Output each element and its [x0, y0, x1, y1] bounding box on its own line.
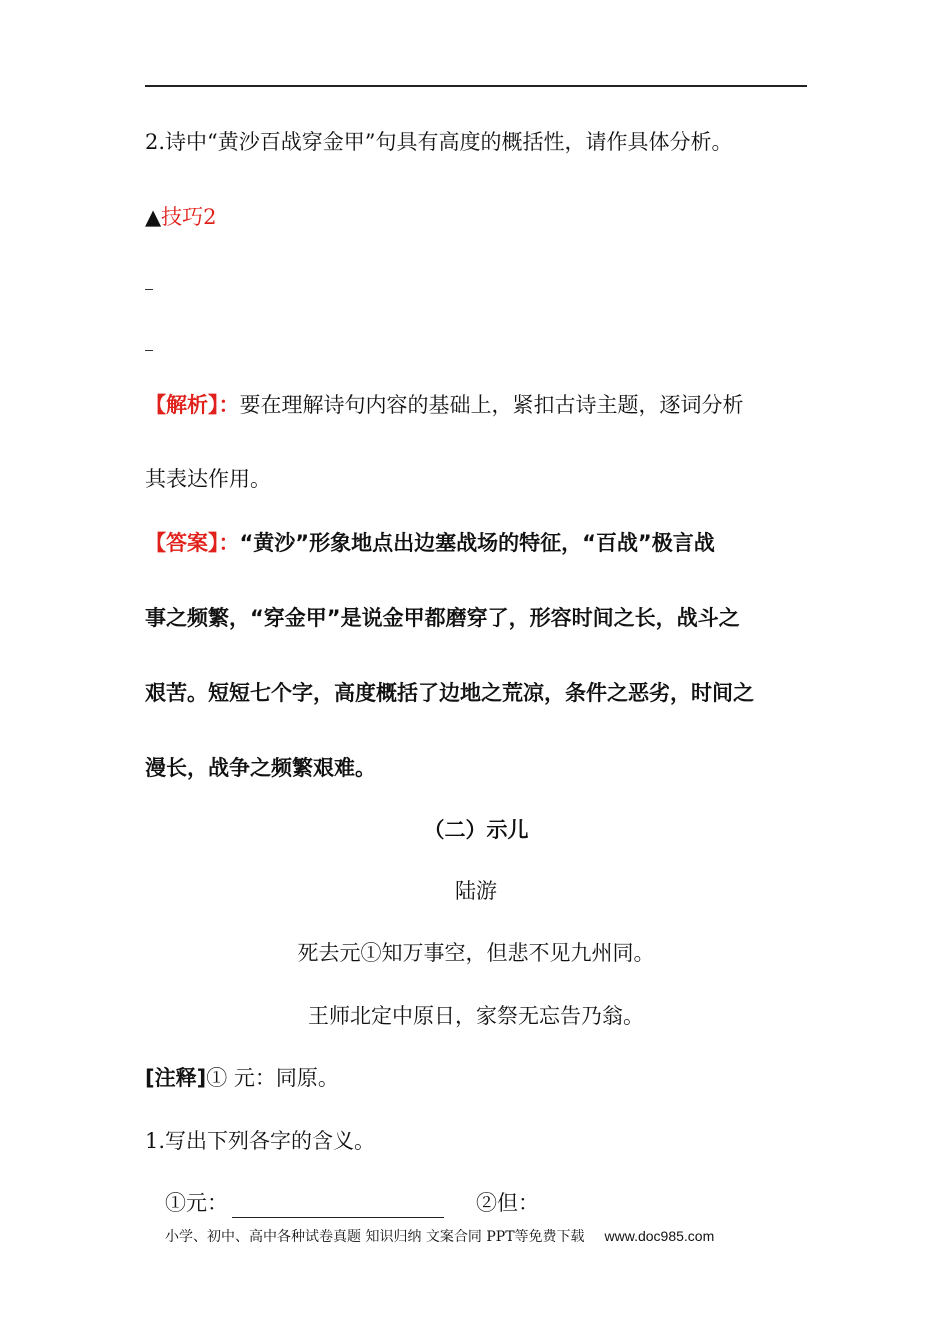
annotation-text: ① 元：同原。	[206, 1066, 339, 1090]
technique-label: 技巧2	[161, 205, 217, 229]
question-1: 1.写出下列各字的含义。	[145, 1129, 376, 1153]
annotation	[145, 1063, 807, 1093]
item-1-label: ①元：	[165, 1191, 228, 1215]
item-1-answer-blank[interactable]	[232, 1195, 444, 1218]
poem-author: 陆游	[455, 879, 497, 903]
poem-verse-1: 死去元①知万事空，但悲不见九州同。	[297, 941, 655, 965]
poem-title: （二）示儿	[423, 818, 529, 842]
header-rule	[145, 85, 807, 87]
analysis-line-2: 其表达作用。	[145, 467, 271, 491]
answer-line-2: 事之频繁，“穿金甲”是说金甲都磨穿了，形容时间之长，战斗之	[145, 606, 740, 630]
annotation-label: [注释]	[145, 1066, 207, 1090]
page-footer	[165, 1226, 714, 1247]
answer-label: 【答案】：	[145, 531, 240, 555]
answer-text-1: “黄沙”形象地点出边塞战场的特征，“百战”极言战	[239, 531, 715, 555]
technique-heading	[145, 202, 807, 232]
answer-blank-line-1	[145, 289, 153, 290]
triangle-icon: ▲	[145, 205, 162, 229]
question-1-items	[165, 1188, 827, 1218]
answer-line-3: 艰苦。短短七个字，高度概括了边地之荒凉，条件之恶劣，时间之	[145, 681, 754, 705]
analysis-label: 【解析】：	[145, 393, 240, 417]
analysis-line-1	[145, 390, 807, 420]
answer-line-1	[145, 528, 807, 558]
answer-blank-line-2	[145, 350, 153, 351]
footer-text: 小学、初中、高中各种试卷真题 知识归纳 文案合同 PPT等免费下载	[165, 1229, 585, 1245]
question-2: 2.诗中“黄沙百战穿金甲”句具有高度的概括性，请作具体分析。	[145, 130, 733, 154]
answer-line-4: 漫长，战争之频繁艰难。	[145, 756, 376, 780]
item-2-label: ②但：	[476, 1191, 539, 1215]
analysis-text: 要在理解诗句内容的基础上，紧扣古诗主题，逐词分析	[239, 393, 744, 417]
footer-url[interactable]: www.doc985.com	[604, 1228, 715, 1244]
poem-verse-2: 王师北定中原日，家祭无忘告乃翁。	[308, 1004, 644, 1028]
